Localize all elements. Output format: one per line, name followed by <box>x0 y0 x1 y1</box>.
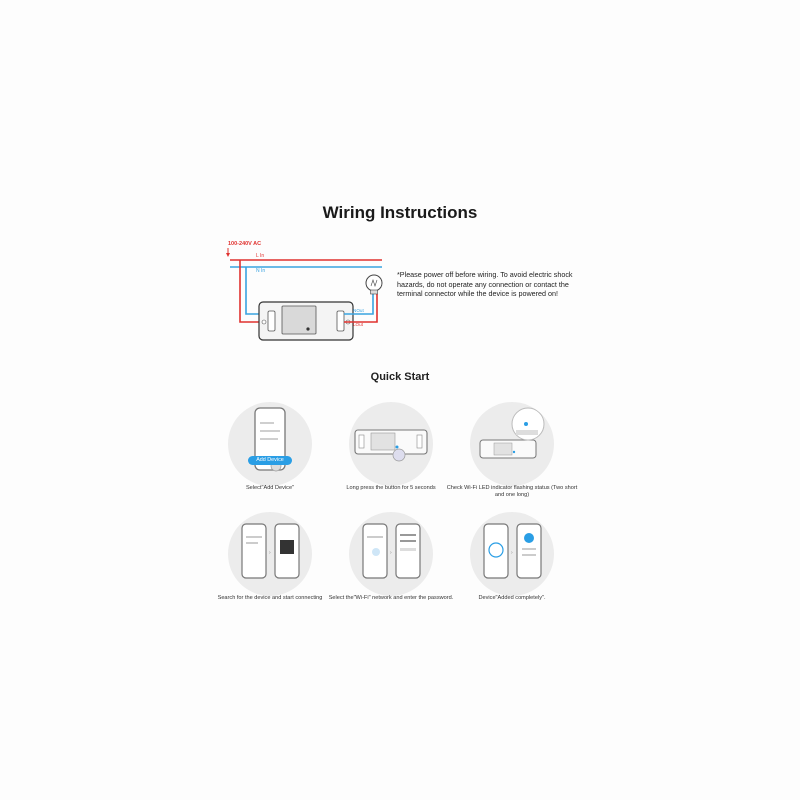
svg-text:›: › <box>390 550 392 556</box>
add-device-button[interactable]: Add Device <box>248 456 292 465</box>
quick-start-title: Quick Start <box>370 371 430 383</box>
step-caption: Check Wi-Fi LED indicator flashing status (Two short and one long) <box>446 485 578 499</box>
success-check-icon <box>524 533 534 543</box>
l-in-label: L In <box>256 253 265 259</box>
step-check-led <box>442 402 582 512</box>
step-added-completely <box>442 512 582 622</box>
step-caption: Select"Add Device" <box>245 485 295 491</box>
step-caption: Select the"Wi-Fi" network and enter the password. <box>328 595 454 601</box>
step-illustration <box>349 402 433 486</box>
step-caption: Long press the button for 5 seconds <box>346 485 436 491</box>
l-out-label: LOut <box>353 322 363 327</box>
voltage-label: 100-240V AC <box>228 241 262 247</box>
n-in-label: N In <box>256 268 266 274</box>
safety-warning: *Please power off before wiring. To avoid electric shock hazards, do not operate any connection or contact the terminal connector while the device is powered on! <box>397 270 573 299</box>
step-illustration <box>470 402 554 486</box>
step-caption: Search for the device and start connecting <box>217 595 323 601</box>
step-long-press <box>321 402 461 512</box>
n-out-label: NOut <box>353 308 364 313</box>
svg-text:›: › <box>269 550 271 556</box>
page-title: Wiring Instructions <box>322 203 478 222</box>
light-bulb-icon <box>366 275 382 294</box>
wifi-icon <box>372 548 380 556</box>
step-illustration <box>470 512 554 596</box>
step-caption: Device"Added completely". <box>478 595 546 601</box>
step-illustration <box>228 512 312 596</box>
svg-text:›: › <box>511 550 513 556</box>
smart-switch-device <box>259 302 353 340</box>
led-indicator-icon <box>524 422 528 426</box>
wiring-diagram <box>222 236 392 356</box>
device-thumbnail-icon <box>280 540 294 554</box>
step-illustration <box>349 512 433 596</box>
step-search-device <box>200 512 340 622</box>
step-illustration <box>228 402 312 486</box>
press-hand-icon <box>393 449 405 461</box>
step-wifi-network <box>321 512 461 622</box>
